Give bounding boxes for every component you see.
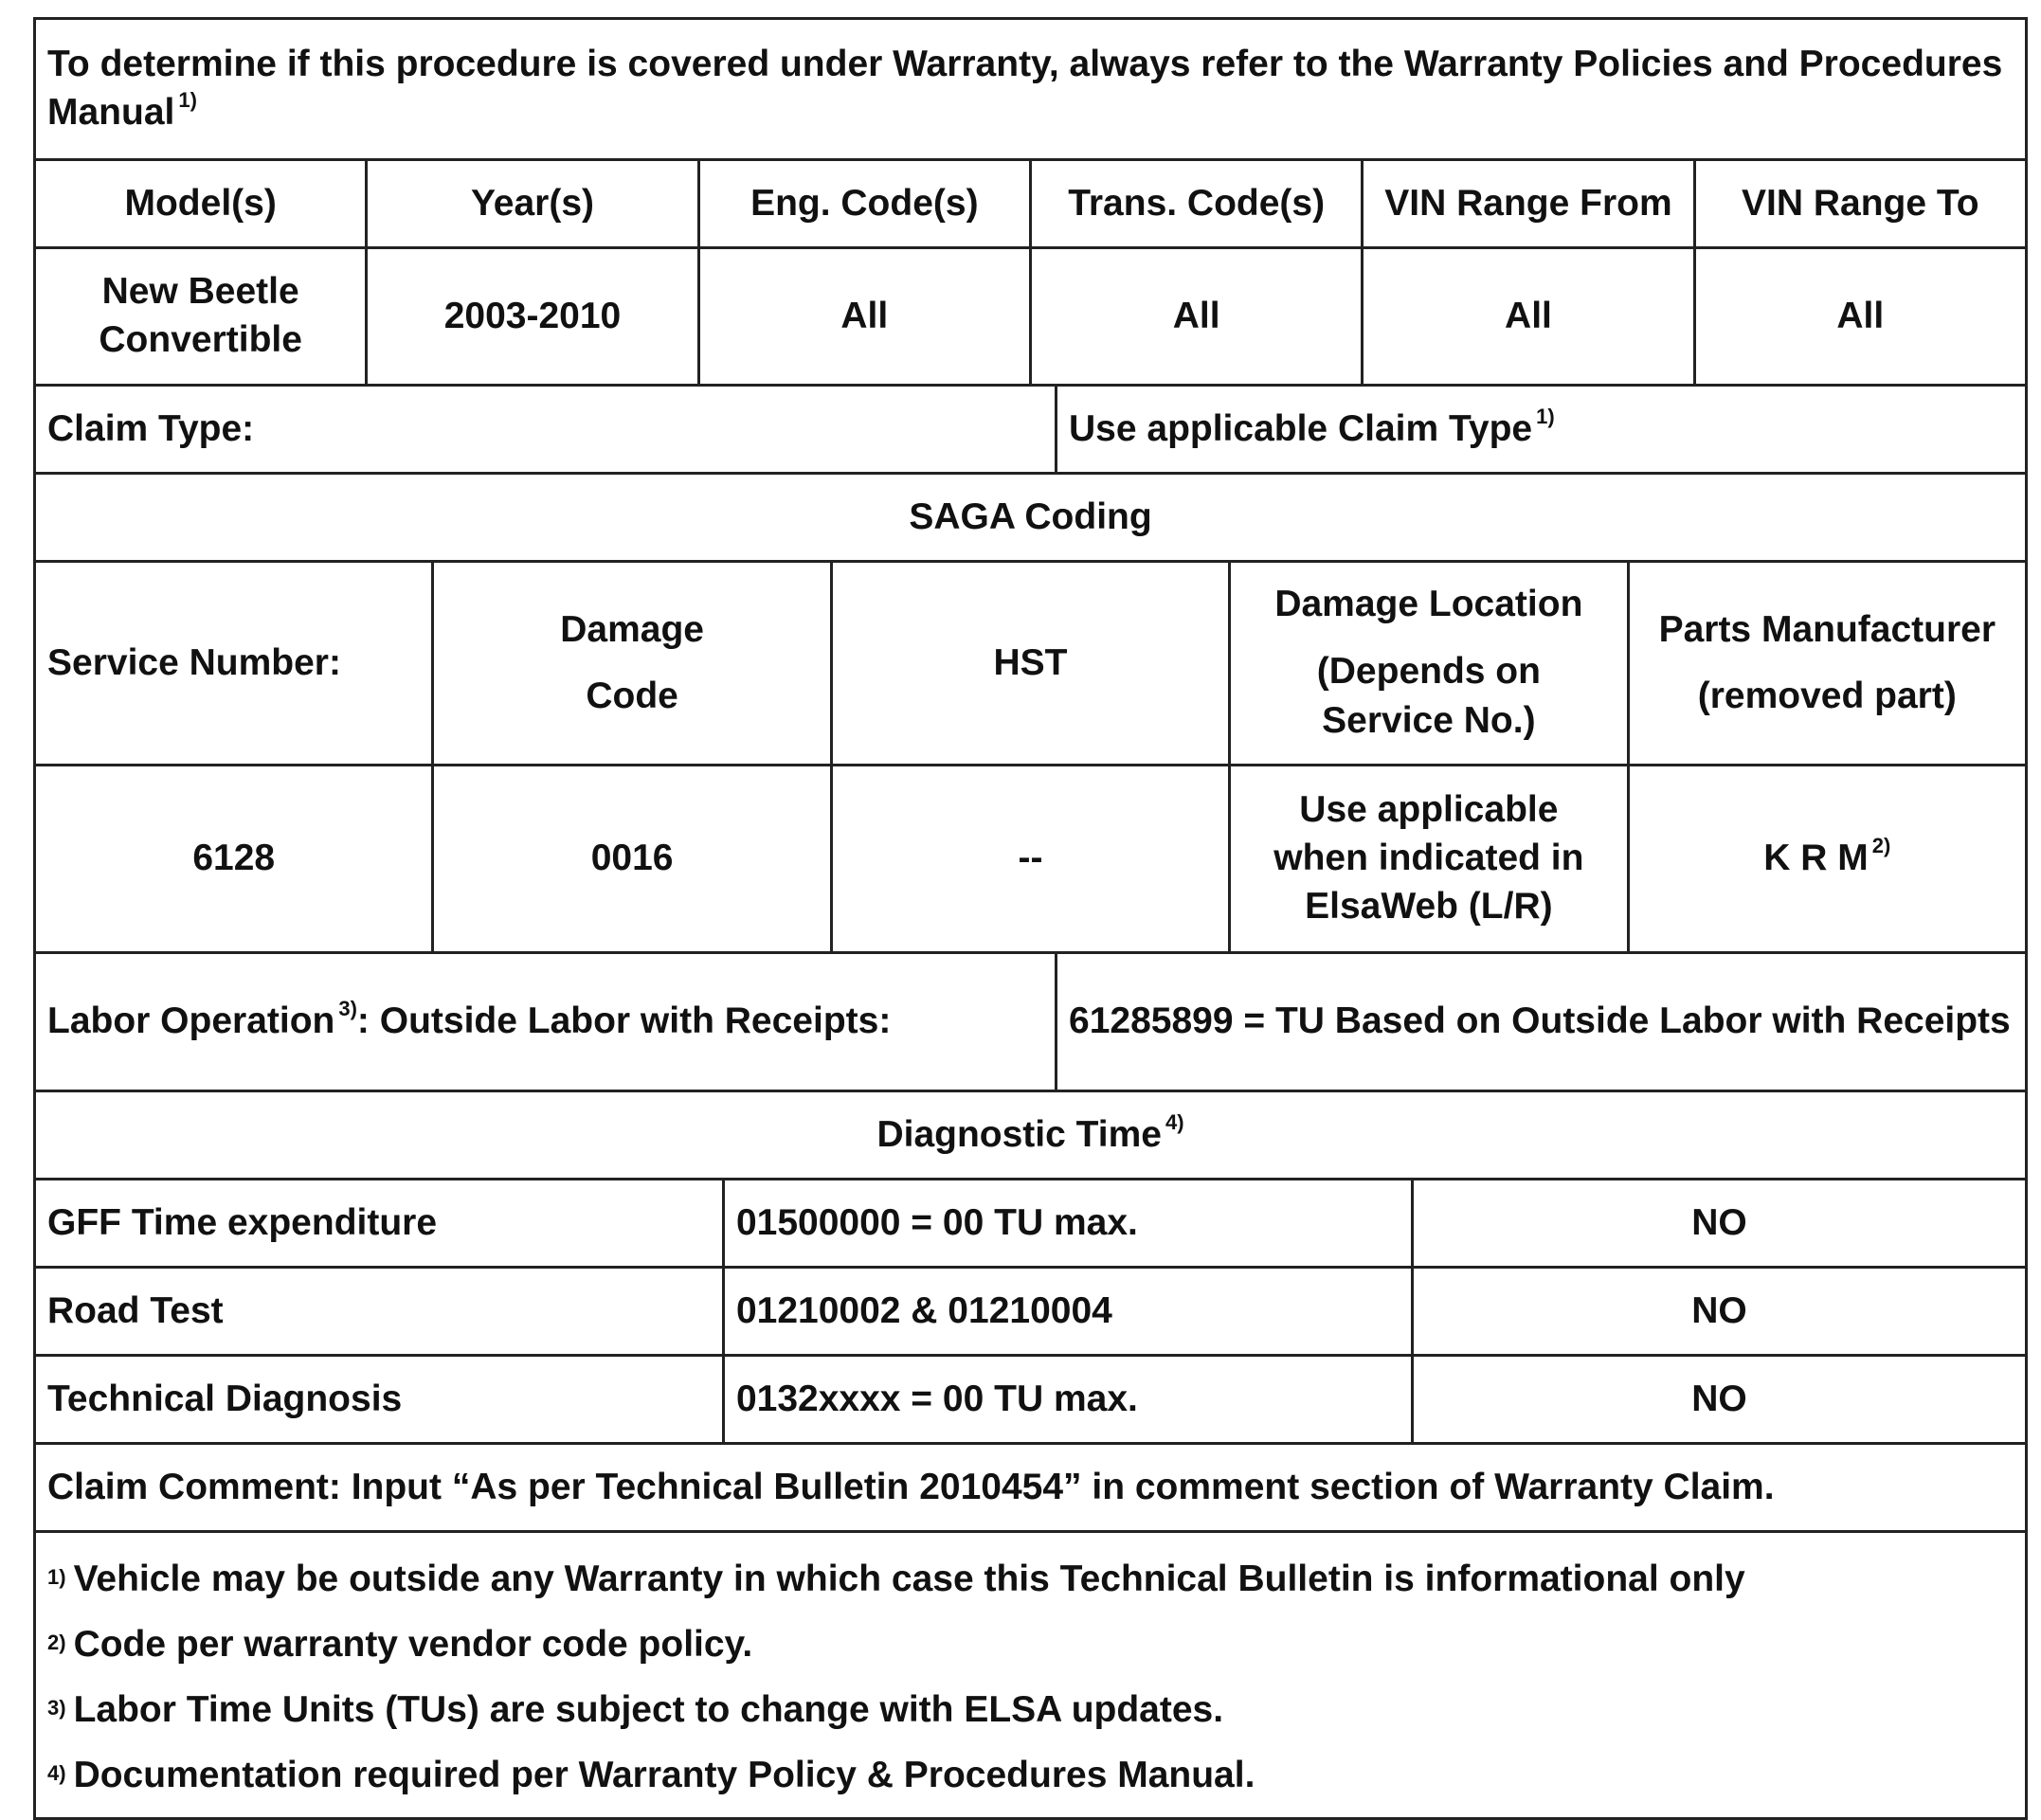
header-vin-to: VIN Range To — [1694, 160, 2026, 248]
footnote-item — [47, 1742, 2014, 1808]
diagnostic-table — [33, 1178, 2028, 1445]
labor-operation-label-b: : Outside Labor with Receipts: — [356, 1000, 892, 1042]
damage-location-line-1: Use applicable — [1299, 789, 1559, 831]
header-years: Year(s) — [367, 160, 698, 248]
damage-code-header-line-1: Damage — [560, 608, 704, 650]
diagnostic-value: NO — [1412, 1356, 2026, 1444]
diagnostic-code: 01500000 = 00 TU max. — [723, 1180, 1412, 1268]
footnote-text: Documentation required per Warranty Policy & Procedures Manual. — [73, 1755, 1255, 1795]
header-trans-codes: Trans. Code(s) — [1030, 160, 1362, 248]
labor-table — [33, 951, 2028, 1092]
intro-table — [33, 17, 2028, 161]
diagnostic-title: Diagnostic Time — [876, 1113, 1162, 1155]
footnote-ref: 2) — [47, 1631, 66, 1654]
diagnostic-title-cell — [35, 1091, 2027, 1180]
saga-header-damage-code — [433, 562, 831, 766]
diagnostic-code: 01210002 & 01210004 — [723, 1268, 1412, 1356]
damage-location-line-3: ElsaWeb (L/R) — [1305, 885, 1553, 927]
labor-operation-value: 61285899 = TU Based on Outside Labor with Receipts — [1057, 953, 2027, 1091]
header-eng-codes: Eng. Code(s) — [698, 160, 1030, 248]
saga-header-hst: HST — [831, 562, 1229, 766]
footnote-item — [47, 1612, 2014, 1677]
claim-type-footnote-ref: 1) — [1536, 404, 1555, 428]
hst-value: -- — [831, 766, 1229, 953]
service-number-value: 6128 — [35, 766, 433, 953]
model-line-1: New Beetle — [101, 271, 299, 313]
saga-table — [33, 560, 2028, 954]
claim-type-value: Use applicable Claim Type — [1069, 407, 1533, 449]
model-line-2: Convertible — [99, 319, 302, 360]
eng-code-cell: All — [698, 248, 1030, 386]
damage-location-line-2: when indicated in — [1273, 838, 1584, 879]
saga-header-damage-location — [1230, 562, 1628, 766]
footnote-ref: 3) — [47, 1696, 66, 1720]
diagnostic-row — [35, 1180, 2027, 1268]
labor-operation-label — [35, 953, 1057, 1091]
diagnostic-name: Technical Diagnosis — [35, 1356, 724, 1444]
intro-cell — [35, 19, 2027, 160]
saga-header-parts-manufacturer — [1628, 562, 2026, 766]
years-cell: 2003-2010 — [367, 248, 698, 386]
damage-code-header-line-2: Code — [586, 676, 678, 716]
diagnostic-value: NO — [1412, 1180, 2026, 1268]
footnotes-table — [33, 1530, 2028, 1820]
diagnostic-name: GFF Time expenditure — [35, 1180, 724, 1268]
footnote-item — [47, 1677, 2014, 1742]
parts-manufacturer-value-cell — [1628, 766, 2026, 953]
diagnostic-code: 0132xxxx = 00 TU max. — [723, 1356, 1412, 1444]
header-vin-from: VIN Range From — [1363, 160, 1694, 248]
vin-from-cell: All — [1363, 248, 1694, 386]
parts-manufacturer-header-line-2: (removed part) — [1697, 676, 1957, 716]
footnote-item — [47, 1546, 2014, 1612]
damage-location-header-line-3: Service No.) — [1322, 700, 1536, 742]
saga-title: SAGA Coding — [35, 474, 2027, 562]
labor-operation-footnote-ref: 3) — [338, 997, 357, 1021]
trans-code-cell: All — [1030, 248, 1362, 386]
warranty-document — [33, 17, 2028, 1820]
footnote-ref: 1) — [47, 1565, 66, 1589]
header-models: Model(s) — [35, 160, 367, 248]
damage-location-value — [1230, 766, 1628, 953]
damage-location-header-line-2: (Depends on — [1316, 650, 1541, 692]
saga-header-service-number: Service Number: — [35, 562, 433, 766]
diagnostic-name: Road Test — [35, 1268, 724, 1356]
intro-footnote-ref: 1) — [178, 88, 197, 112]
vin-to-cell: All — [1694, 248, 2026, 386]
parts-manufacturer-header-line-1: Parts Manufacturer — [1658, 608, 1996, 650]
labor-operation-label-a: Labor Operation — [47, 1000, 335, 1042]
claim-type-label: Claim Type: — [35, 386, 1057, 474]
damage-location-header-line-1: Damage Location — [1274, 584, 1583, 625]
footnote-text: Code per warranty vendor code policy. — [73, 1624, 753, 1665]
claim-type-table — [33, 384, 2028, 475]
footnotes-cell — [35, 1532, 2027, 1819]
footnote-text: Vehicle may be outside any Warranty in which case this Technical Bulletin is informational only — [73, 1559, 1745, 1599]
saga-title-table — [33, 472, 2028, 563]
model-cell — [35, 248, 367, 386]
claim-comment-table — [33, 1442, 2028, 1533]
damage-code-value: 0016 — [433, 766, 831, 953]
claim-type-value-cell — [1057, 386, 2027, 474]
parts-manufacturer-value: K R M — [1763, 838, 1869, 879]
diagnostic-value: NO — [1412, 1268, 2026, 1356]
intro-text: To determine if this procedure is covered under Warranty, always refer to the Warranty Policies and Procedures Manual — [47, 44, 2003, 133]
diagnostic-row — [35, 1356, 2027, 1444]
claim-comment: Claim Comment: Input “As per Technical Bulletin 2010454” in comment section of Warranty Claim. — [35, 1444, 2027, 1532]
diagnostic-title-table — [33, 1090, 2028, 1180]
footnote-ref: 4) — [47, 1761, 66, 1785]
diagnostic-footnote-ref: 4) — [1165, 1109, 1184, 1134]
footnote-text: Labor Time Units (TUs) are subject to change with ELSA updates. — [73, 1689, 1224, 1730]
parts-manufacturer-footnote-ref: 2) — [1871, 834, 1891, 858]
diagnostic-row — [35, 1268, 2027, 1356]
vehicle-table — [33, 158, 2028, 387]
